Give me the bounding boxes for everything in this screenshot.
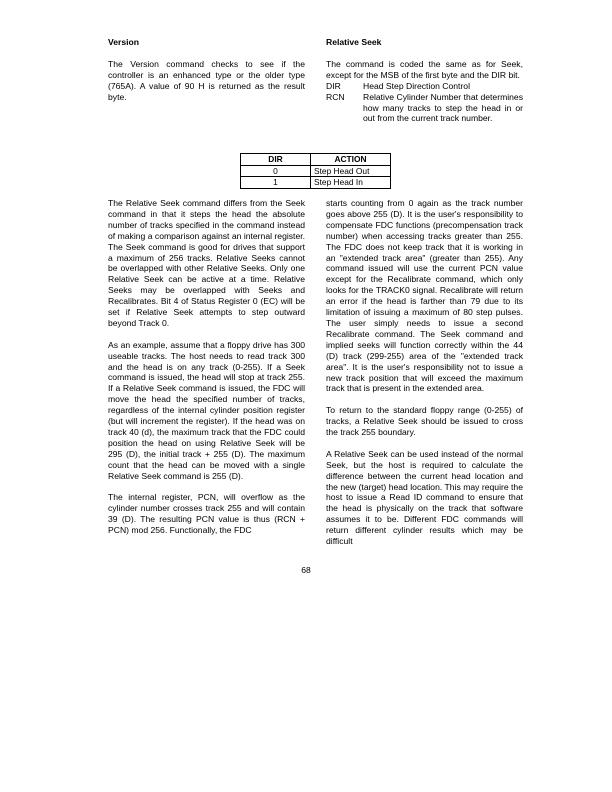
relative-seek-heading: Relative Seek xyxy=(326,37,382,47)
page-number: 68 xyxy=(301,565,311,575)
table-row xyxy=(241,165,391,177)
definition-description: Head Step Direction Control xyxy=(363,80,470,91)
right-body-column xyxy=(326,198,523,558)
table-cell-action: Step Head Out xyxy=(311,165,391,177)
definition-term: RCN xyxy=(326,91,345,102)
table-header-row xyxy=(241,154,391,166)
relative-seek-intro: The command is coded the same as for Seek, except for the MSB of the first byte and the DIR bit. xyxy=(326,58,523,80)
definition-list xyxy=(326,81,523,125)
table-header-action: ACTION xyxy=(311,154,391,166)
relative-seek-section xyxy=(326,37,523,124)
dir-action-table xyxy=(240,153,391,189)
definition-description: Relative Cylinder Number that determines how many tracks to step the head in or out from the current track number. xyxy=(363,91,523,124)
body-paragraph: starts counting from 0 again as the track number goes above 255 (D). It is the user's responsibility to compensate FDC functions (precompensation track number) when accessing tracks greater than 255. The FDC does not keep track that it is working in an "extended track area" (greater than 255). Any command issued will use the current PCN value except for the Recalibrate command, which only looks for the TRACK0 signal. Recalibrate will return an error if the head is farther than 79 due to its limitation of issuing a maximum of 80 step pulses. The user simply needs to issue a second Recalibrate command. The Seek command and implied seeks will function correctly within the 44 (D) track (299-255) area of the "extended track area". It is the user's responsibility not to issue a new track position that will exceed the maximum track that is present in the extended area. xyxy=(326,198,523,394)
left-body-column xyxy=(108,198,305,547)
table-cell-action: Step Head In xyxy=(311,177,391,189)
version-section xyxy=(108,37,305,113)
body-paragraph: The internal register, PCN, will overflow as the cylinder number crosses track 255 and will contain 39 (D). The resulting PCN value is thus (RCN + PCN) mod 256. Functionally, the FDC xyxy=(108,492,305,536)
definition-item xyxy=(326,81,523,92)
table-cell-dir: 0 xyxy=(241,165,311,177)
version-paragraph: The Version command checks to see if the controller is an enhanced type or the older type (765A). A value of 90 H is returned as the result byte. xyxy=(108,58,305,102)
table-cell-dir: 1 xyxy=(241,177,311,189)
body-paragraph: A Relative Seek can be used instead of the normal Seek, but the host is required to calculate the difference between the current head location and the new (target) head location. This may require the host to issue a Read ID command to ensure that the head is physically on the track that software assumes it to be. Different FDC commands will return different cylinder results which may be difficult xyxy=(326,448,523,547)
table-header-dir: DIR xyxy=(241,154,311,166)
version-heading: Version xyxy=(108,37,140,47)
body-paragraph: To return to the standard floppy range (0-255) of tracks, a Relative Seek should be issued to cross the track 255 boundary. xyxy=(326,405,523,438)
table-row xyxy=(241,177,391,189)
definition-item xyxy=(326,92,523,125)
definition-term: DIR xyxy=(326,80,341,91)
body-paragraph: As an example, assume that a floppy drive has 300 useable tracks. The host needs to read track 300 and the head is on any track (0-255). If a Seek command is issued, the head will stop at track 255. If a Relative Seek command is issued, the FDC will move the head the specified number of tracks, regardless of the internal cylinder position register (but will increment the register). If the head was on track 40 (d), the maximum track that the FDC could position the head on using Relative Seek will be 295 (D), the initial track + 255 (D). The maximum count that the head can be moved with a single Relative Seek command is 255 (D). xyxy=(108,339,305,481)
body-paragraph: The Relative Seek command differs from the Seek command in that it steps the head the absolute number of tracks specified in the command instead of making a comparison against an internal register. The Seek command is good for drives that support a maximum of 256 tracks. Relative Seeks cannot be overlapped with other Relative Seeks. Only one Relative Seek can be active at a time. Relative Seeks may be overlapped with Seeks and Recalibrates. Bit 4 of Status Register 0 (EC) will be set if Relative Seek attempts to step outward beyond Track 0. xyxy=(108,198,305,328)
